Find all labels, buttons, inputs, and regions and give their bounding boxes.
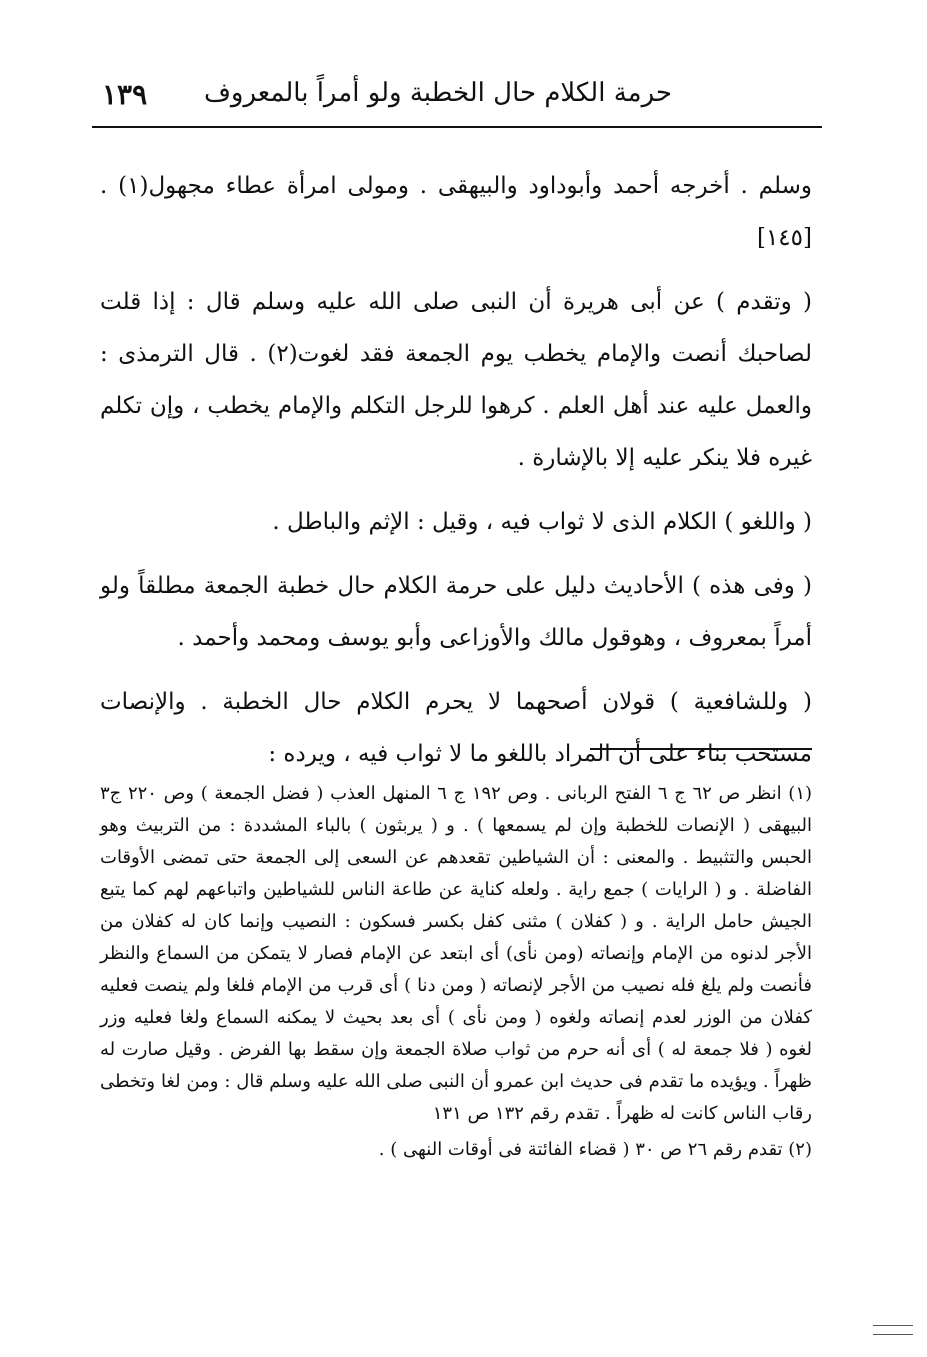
paragraph: ( وفى هذه ) الأحاديث دليل على حرمة الكلام حال خطبة الجمعة مطلقاً ولو أمراً بمعروف ، وهوقول مالك والأوزاعى وأبو يوسف ومحمد وأحمد . [100, 573, 812, 651]
scan-line [873, 1325, 913, 1334]
running-title: حرمة الكلام حال الخطبة ولو أمراً بالمعروف [203, 78, 672, 108]
page-number: ١٣٩ [102, 78, 148, 111]
footnote-separator [590, 748, 812, 750]
paragraph: ( وللشافعية ) قولان أصحهما لا يحرم الكلام حال الخطبة . والإنصات مستحب بناء على أن المراد باللغو ما لا ثواب فيه ، ويرده : [100, 689, 812, 767]
footnote-1: (١) انظر ص ٦٢ ج ٦ الفتح الربانى . وص ١٩٢ ج ٦ المنهل العذب ( فضل الجمعة ) وص ٢٢٠ ج٣ البيهقى ( الإنصات للخطبة وإن لم يسمعها ) . و ( يربثون ) بالباء المشددة : من التربيث وهو الحبس والتثبيط . والمعنى : أن الشياطين تقعدهم عن السعى إلى الجمعة حتى تمضى الأوقات الفاضلة . و ( الرايات ) جمع راية . ولعله كناية عن طاعة الناس للشياطين واتباعهم لهم كما يتبع الجيش حامل الراية . و ( كفلان ) مثنى كفل بكسر فسكون : النصيب وإنما كان له كفلان من الأجر لدنوه من الإمام وإنصاته (ومن نأى) أى ابتعد عن الإمام فصار لا يتمكن من السماع والنظر فأنصت ولم يلغ فله نصيب من الأجر لإنصاته ( ومن دنا ) أى قرب من الإمام فلغا ولم ينصت فعليه كفلان من الوزر لعدم إنصاته ولغوه ( ومن نأى ) أى بعد بحيث لا يمكنه السماع ولغا فعليه وزر لغوه ( فلا جمعة له ) أى أنه حرم من ثواب صلاة الجمعة وإن سقط بها الفرض . وقيل صارت له ظهراً . ويؤيده ما تقدم فى حديث ابن عمرو أن النبى صلى الله عليه وسلم قال : ومن لغا وتخطى رقاب الناس كانت له ظهراً . تقدم رقم ١٣٢ ص ١٣١ [100, 783, 813, 1124]
paragraph: وسلم . أخرجه أحمد وأبوداود والبيهقى . ومولى امرأة عطاء مجهول(١) . [١٤٥] [100, 173, 812, 251]
footnote-2: (٢) تقدم رقم ٢٦ ص ٣٠ ( قضاء الفائتة فى أوقات النهى ) . [378, 1139, 812, 1160]
paragraph: ( واللغو ) الكلام الذى لا ثواب فيه ، وقيل : الإثم والباطل . [272, 509, 812, 535]
main-text [100, 160, 812, 792]
header-rule [92, 126, 822, 128]
running-header [92, 70, 822, 120]
scan-corner-marks [873, 1325, 913, 1343]
footnotes [100, 778, 812, 1170]
paragraph: ( وتقدم ) عن أبى هريرة أن النبى صلى الله عليه وسلم قال : إذا قلت لصاحبك أنصت والإمام يخطب يوم الجمعة فقد لغوت(٢) . قال الترمذى : والعمل عليه عند أهل العلم . كرهوا للرجل التكلم والإمام يخطب ، وإن تكلم غيره فلا ينكر عليه إلا بالإشارة . [100, 289, 812, 471]
scan-line [873, 1334, 913, 1343]
